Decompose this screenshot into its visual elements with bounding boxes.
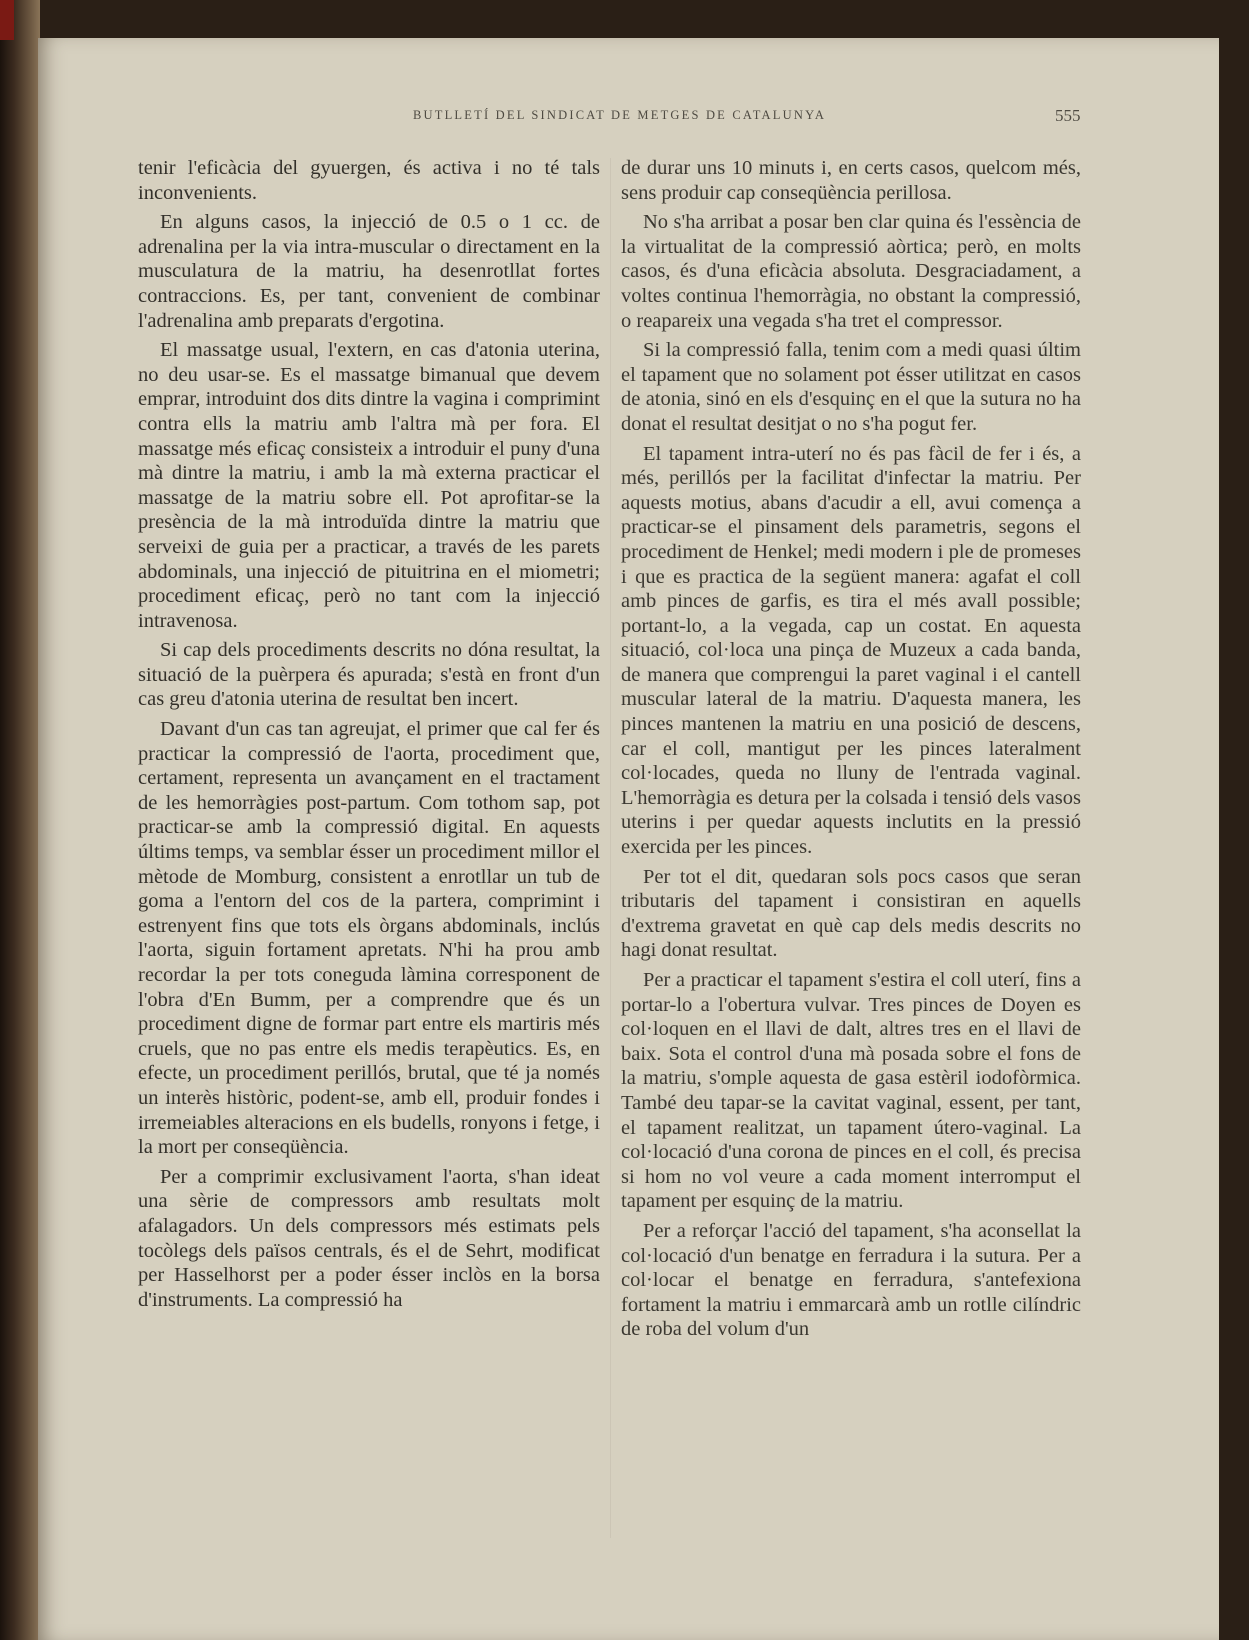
right-column [621, 156, 1081, 1556]
left-column [138, 156, 600, 1556]
binding-edge [0, 0, 14, 40]
paragraph: El massatge usual, l'extern, en cas d'atonia uterina, no deu usar-se. Es el massatge bimanual que devem emprar, introduint dos dits dintre la vagina i comprimint contra ells la matriu amb l'altra mà per fora. El massatge més eficaç consisteix a introduir el puny d'una mà dintre la matriu, i amb la mà externa practicar el massatge de la matriu sobre ell. Pot aprofitar-se la presència de la mà introduïda dintre la matriu que serveixi de guia per a practicar, a través de les parets abdominals, una injecció de pituitrina en el miometri; procediment eficaç, però no tant com la injecció intravenosa. [138, 339, 600, 632]
document-page [38, 38, 1219, 1640]
paragraph: Per a comprimir exclusivament l'aorta, s'han ideat una sèrie de compressors amb resultats molt afalagadors. Un dels compressors més estimats pels tocòlegs dels països centrals, és el de Sehrt, modificat per Hasselhorst per a poder ésser inclòs en la borsa d'instruments. La compressió ha [138, 1165, 600, 1311]
book-spine [0, 0, 40, 1640]
column-gutter [610, 158, 611, 1538]
paragraph: En alguns casos, la injecció de 0.5 o 1 cc. de adrenalina per la via intra-muscular o directament en la musculatura de la matriu, ha desenrotllat fortes contraccions. Es, per tant, convenient de combinar l'adrenalina amb preparats d'ergotina. [138, 211, 600, 332]
running-head: BUTLLETÍ DEL SINDICAT DE METGES DE CATALUNYA [413, 108, 827, 122]
paragraph: de durar uns 10 minuts i, en certs casos, quelcom més, sens produir cap conseqüència perillosa. [621, 157, 1081, 204]
paragraph: Per tot el dit, quedaran sols pocs casos que seran tributaris del tapament i consistiran en aquells d'extrema gravetat en què cap dels medis descrits no hagi donat resultat. [621, 865, 1081, 962]
page-number: 555 [1055, 106, 1081, 125]
paragraph: Per a reforçar l'acció del tapament, s'ha aconsellat la col·locació d'un benatge en ferradura i la sutura. Per a col·locar el benatge en ferradura, s'antefexiona fortament la matriu i emmarcarà amb un rotlle cilíndric de roba del volum d'un [621, 1219, 1081, 1341]
paragraph: tenir l'eficàcia del gyuergen, és activa i no té tals inconvenients. [138, 157, 600, 204]
paragraph: No s'ha arribat a posar ben clar quina és l'essència de la virtualitat de la compressió aòrtica; però, en molts casos, és d'una eficàcia absoluta. Desgraciadament, a voltes continua l'hemorràgia, no obstant la compressió, o reapareix una vegada s'ha tret el compressor. [621, 211, 1081, 332]
paragraph: Si cap dels procediments descrits no dóna resultat, la situació de la puèrpera és apurada; s'està en front d'un cas greu d'atonia uterina de resultat ben incert. [138, 639, 600, 711]
paragraph: Per a practicar el tapament s'estira el coll uterí, fins a portar-lo a l'obertura vulvar. Tres pinces de Doyen es col·loquen en el llavi de dalt, altres tres en el llavi de baix. Sota el control d'una mà posada sobre el fons de la matriu, s'omple aquesta de gasa estèril iodofòrmica. També deu tapar-se la cavitat vaginal, essent, per tant, el tapament realitzat, un tapament útero-vaginal. La col·locació d'una corona de pinces en el coll, és precisa si hom no vol veure a cada moment interromput el tapament per esquinç de la matriu. [621, 969, 1081, 1213]
paragraph: El tapament intra-uterí no és pas fàcil de fer i és, a més, perillós per la facilitat d'infectar la matriu. Per aquests motius, abans d'acudir a ell, avui comença a practicar-se el pinsament dels parametris, segons el procediment de Henkel; medi modern i ple de promeses i que es practica de la següent manera: agafat el coll amb pinces de garfis, es tira el més avall possible; portant-lo, a la vegada, cap un costat. En aquesta situació, col·loca una pinça de Muzeux a cada banda, de manera que comprengui la paret vaginal i el cantell muscular lateral de la matriu. D'aquesta manera, les pinces mantenen la matriu en una posició de descens, car el coll, mantigut per les pinces lateralment col·locades, queda no lluny de l'entrada vaginal. L'hemorràgia es detura per la colsada i tensió dels vasos uterins i per quedar aquests inclutits en la pressió exercida per les pinces. [621, 442, 1081, 859]
page-header [38, 108, 1219, 132]
paragraph: Si la compressió falla, tenim com a medi quasi últim el tapament que no solament pot ésser utilitzat en casos de atonia, sinó en els d'esquinç en el que la sutura no ha donat el resultat desitjat o no s'ha pogut fer. [621, 339, 1081, 435]
paragraph: Davant d'un cas tan agreujat, el primer que cal fer és practicar la compressió de l'aorta, procediment que, certament, representa un avançament en el tractament de les hemorràgies post-partum. Com tothom sap, pot practicar-se amb la compressió digital. En aquests últims temps, va semblar ésser un procediment millor el mètode de Momburg, consistent a enrotllar un tub de goma a l'entorn del cos de la partera, comprimint i estrenyent fins que tots els òrgans abdominals, inclús l'aorta, siguin fortament apretats. N'hi ha prou amb recordar la per tots coneguda làmina corresponent de l'obra d'En Bumm, per a comprendre que és un procediment digne de formar part entre els martiris més cruels, que no pas entre els medis terapèutics. Es, en efecte, un procediment perillós, brutal, que té ja només un interès històric, podent-se, amb ell, produir fondes i irremeiables alteracions en els budells, ronyons i fetge, i la mort per conseqüència. [138, 718, 600, 1159]
